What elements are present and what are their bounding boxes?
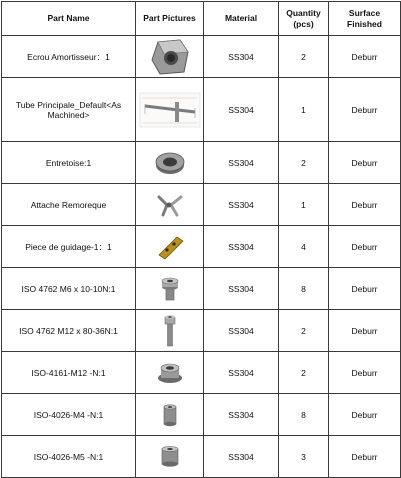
quantity-cell: 8	[279, 394, 329, 436]
header-surface-finished: Surface Finished	[329, 2, 401, 36]
spacer-ring-icon	[138, 149, 201, 177]
part-name-cell: Ecrou Amortisseur：1	[2, 36, 136, 78]
table-row	[2, 436, 401, 478]
table-row	[2, 36, 401, 78]
set-screw-m5-icon	[138, 444, 201, 470]
set-screw-m4-icon	[138, 402, 201, 428]
material-cell: SS304	[204, 36, 279, 78]
header-part-name: Part Name	[2, 2, 136, 36]
surface-finish-cell: Deburr	[329, 268, 401, 310]
part-picture-cell	[136, 36, 204, 78]
main-tube-drawing-icon	[138, 90, 201, 130]
part-name-cell: Piece de guidage-1：1	[2, 226, 136, 268]
part-name-cell: Tube Principale_Default<As Machined>	[2, 78, 136, 142]
quantity-cell: 4	[279, 226, 329, 268]
part-name-cell: ISO-4161-M12 -N:1	[2, 352, 136, 394]
hex-nut-block-icon	[138, 38, 201, 76]
table-row	[2, 310, 401, 352]
part-name-cell: ISO-4026-M5 -N:1	[2, 436, 136, 478]
table-row	[2, 78, 401, 142]
flange-nut-icon	[138, 361, 201, 385]
quantity-cell: 2	[279, 310, 329, 352]
material-cell: SS304	[204, 78, 279, 142]
guide-plate-icon	[138, 233, 201, 261]
header-row	[2, 2, 401, 36]
surface-finish-cell: Deburr	[329, 394, 401, 436]
part-picture-cell	[136, 226, 204, 268]
surface-finish-cell: Deburr	[329, 184, 401, 226]
trailer-hitch-bracket-icon	[138, 191, 201, 219]
table-row	[2, 184, 401, 226]
quantity-cell: 3	[279, 436, 329, 478]
surface-finish-cell: Deburr	[329, 142, 401, 184]
part-picture-cell	[136, 268, 204, 310]
table-row	[2, 268, 401, 310]
part-picture-cell	[136, 436, 204, 478]
surface-finish-cell: Deburr	[329, 436, 401, 478]
material-cell: SS304	[204, 310, 279, 352]
part-picture-cell	[136, 310, 204, 352]
material-cell: SS304	[204, 226, 279, 268]
header-part-pictures: Part Pictures	[136, 2, 204, 36]
material-cell: SS304	[204, 142, 279, 184]
part-picture-cell	[136, 142, 204, 184]
material-cell: SS304	[204, 268, 279, 310]
parts-table	[1, 1, 401, 478]
material-cell: SS304	[204, 394, 279, 436]
table-row	[2, 394, 401, 436]
surface-finish-cell: Deburr	[329, 226, 401, 268]
part-name-cell: ISO-4026-M4 -N:1	[2, 394, 136, 436]
part-name-cell: ISO 4762 M6 x 10-10N:1	[2, 268, 136, 310]
quantity-cell: 2	[279, 142, 329, 184]
table-row	[2, 226, 401, 268]
surface-finish-cell: Deburr	[329, 352, 401, 394]
part-picture-cell	[136, 394, 204, 436]
long-socket-screw-icon	[138, 314, 201, 348]
material-cell: SS304	[204, 436, 279, 478]
part-name-cell: ISO 4762 M12 x 80-36N:1	[2, 310, 136, 352]
header-material: Material	[204, 2, 279, 36]
part-picture-cell	[136, 78, 204, 142]
part-picture-cell	[136, 184, 204, 226]
quantity-cell: 2	[279, 36, 329, 78]
table-row	[2, 352, 401, 394]
material-cell: SS304	[204, 352, 279, 394]
quantity-cell: 8	[279, 268, 329, 310]
quantity-cell: 1	[279, 78, 329, 142]
material-cell: SS304	[204, 184, 279, 226]
part-name-cell: Attache Remoreque	[2, 184, 136, 226]
surface-finish-cell: Deburr	[329, 36, 401, 78]
header-quantity: Quantity (pcs)	[279, 2, 329, 36]
surface-finish-cell: Deburr	[329, 310, 401, 352]
quantity-cell: 2	[279, 352, 329, 394]
part-picture-cell	[136, 352, 204, 394]
short-socket-screw-icon	[138, 276, 201, 302]
surface-finish-cell: Deburr	[329, 78, 401, 142]
part-name-cell: Entretoise:1	[2, 142, 136, 184]
quantity-cell: 1	[279, 184, 329, 226]
table-row	[2, 142, 401, 184]
